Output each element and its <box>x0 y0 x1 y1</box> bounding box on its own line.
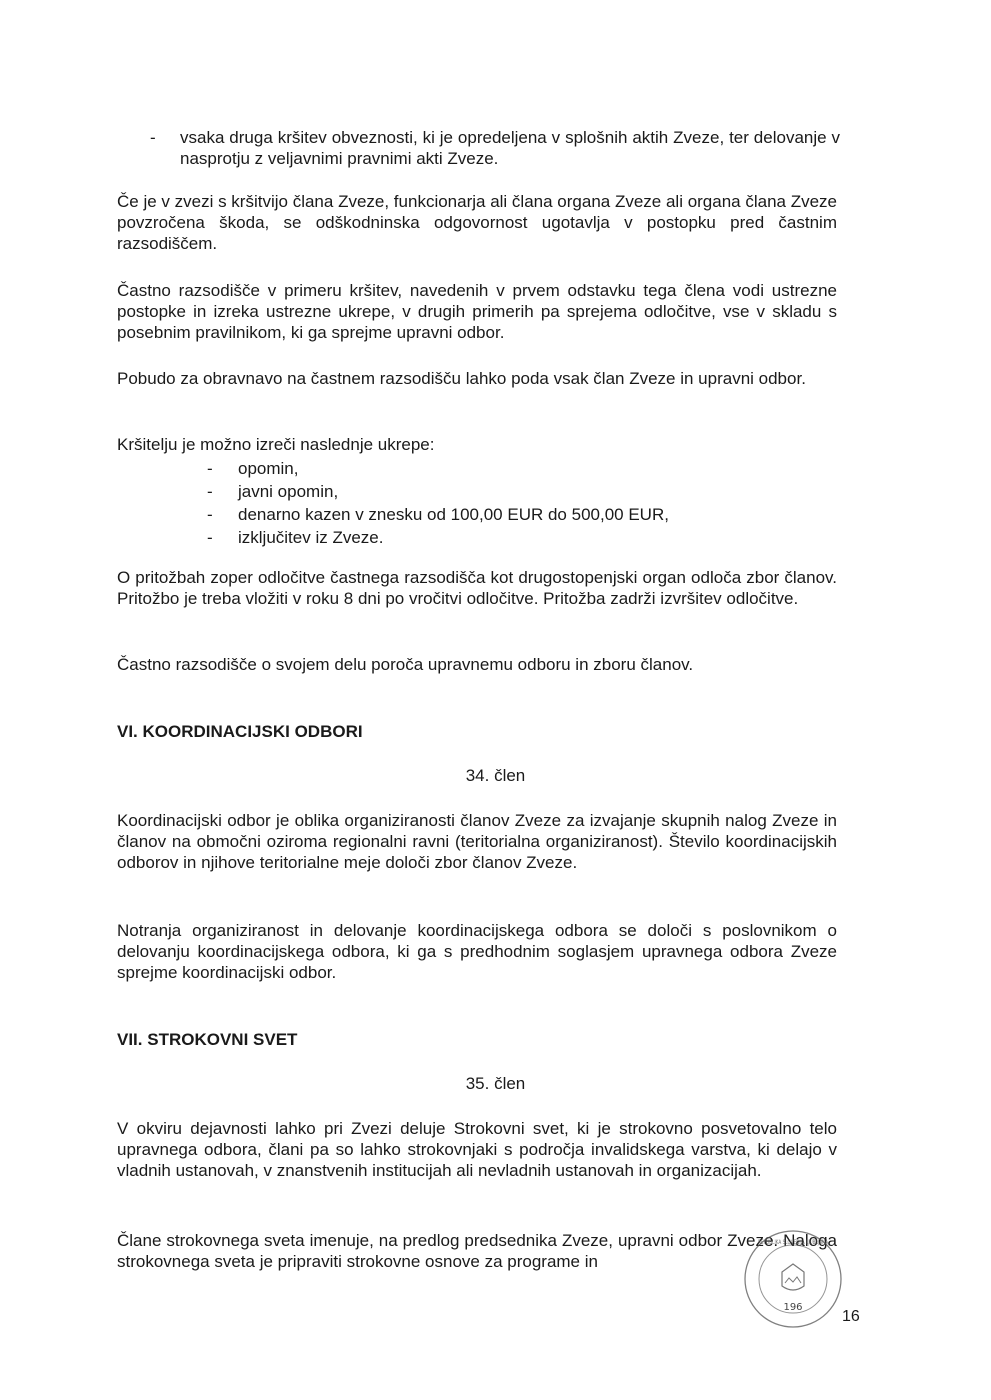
paragraph-procedures: Častno razsodišče v primeru kršitev, navedenih v prvem odstavku tega člena vodi ustrezne postopke in izreka ustrezne ukrepe, v drugih primerih pa sprejema odločitve, vse v skladu s posebnim pravilnikom, ki ga sprejme upravni odbor. <box>117 281 837 342</box>
stamp-number: 196 <box>783 1302 803 1313</box>
official-stamp <box>742 1228 844 1330</box>
measure-item: - izključitev iz Zveze. <box>205 527 669 550</box>
paragraph-expert-council-members: Člane strokovnega sveta imenuje, na predlog predsednika Zveze, upravni odbor Zveze. Naloga strokovnega sveta je pripraviti strokovne osnove za programe in <box>117 1231 837 1271</box>
paragraph-measures-intro: Kršitelju je možno izreči naslednje ukrepe: <box>117 435 435 454</box>
paragraph-appeals: O pritožbah zoper odločitve častnega razsodišča kot drugostopenjski organ odloča zbor članov. Pritožbo je treba vložiti v roku 8 dni po vročitvi odločitve. Pritožba zadrži izvršitev odločitve. <box>117 568 837 608</box>
page-number: 16 <box>842 1308 860 1325</box>
paragraph-coordination-committee: Koordinacijski odbor je oblika organiziranosti članov Zveze za izvajanje skupnih nalog Zveze in članov na območni oziroma regionalni ravni (teritorialna organiziranost). Število koordinacijskih odborov in njihove teritorialne meje določi zbor članov Zveze. <box>117 811 837 872</box>
measure-item: - denarno kazen v znesku od 100,00 EUR do 500,00 EUR, <box>205 504 669 527</box>
article-number-34: 34. člen <box>465 766 526 785</box>
list-item-text: vsaka druga kršitev obveznosti, ki je opredeljena v splošnih aktih Zveze, ter delovanje v nasprotju z veljavnimi pravnimi akti Zveze. <box>180 128 840 168</box>
measures-list <box>205 458 669 550</box>
measure-item: - javni opomin, <box>205 481 669 504</box>
article-number-35: 35. člen <box>465 1074 526 1093</box>
dash-bullet: - <box>150 128 156 147</box>
list-item-violation <box>150 127 840 169</box>
paragraph-damage-liability: Če je v zvezi s kršitvijo člana Zveze, funkcionarja ali člana organa Zveze ali organa člana Zveze povzročena škoda, se odškodninska odgovornost ugotavlja v postopku pred častnim razsodiščem. <box>117 192 838 253</box>
paragraph-expert-council: V okviru dejavnosti lahko pri Zvezi deluje Strokovni svet, ki je strokovno posvetovalno telo upravnega odbora, člani pa so lahko strokovnjaki s področja invalidskega varstva, ki delajo v vladnih ustanovah, v znanstvenih institucijah ali nevladnih ustanovah in organizacijah. <box>117 1119 837 1180</box>
paragraph-internal-organization: Notranja organiziranost in delovanje koordinacijskega odbora se določi s poslovnikom o delovanju koordinacijskega odbora, ki ga s predhodnim soglasjem upravnega odbora Zveze sprejme koordinacijski odbor. <box>117 921 837 982</box>
coat-of-arms-icon <box>782 1264 804 1290</box>
stamp-ring-text: REPUBLIKA SLOVENIJA LJUBLJANA <box>758 1238 829 1246</box>
measure-item: - opomin, <box>205 458 669 481</box>
paragraph-initiative: Pobudo za obravnavo na častnem razsodišču lahko poda vsak član Zveze in upravni odbor. <box>117 369 806 388</box>
section-title-vii: VII. STROKOVNI SVET <box>117 1030 298 1049</box>
paragraph-reporting: Častno razsodišče o svojem delu poroča upravnemu odboru in zboru članov. <box>117 655 694 674</box>
section-title-vi: VI. KOORDINACIJSKI ODBORI <box>117 722 363 741</box>
